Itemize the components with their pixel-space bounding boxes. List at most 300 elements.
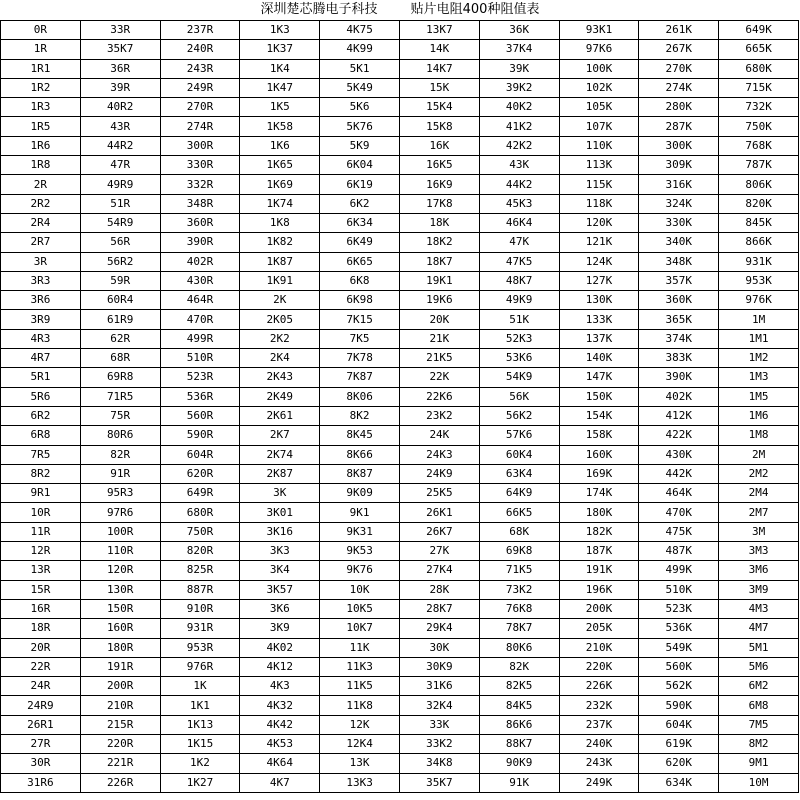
table-row — [1, 561, 799, 580]
resistor-value-cell: 10K — [320, 580, 400, 599]
resistor-value-cell: 487K — [639, 542, 719, 561]
resistor-value-cell: 26R1 — [1, 715, 81, 734]
resistor-value-cell: 36R — [80, 59, 160, 78]
resistor-value-cell: 14K — [399, 40, 479, 59]
resistor-value-cell: 464R — [160, 291, 240, 310]
resistor-value-cell: 8K66 — [320, 445, 400, 464]
resistor-value-cell: 3K16 — [240, 522, 320, 541]
resistor-value-cell: 27K — [399, 542, 479, 561]
resistor-value-cell: 15K4 — [399, 98, 479, 117]
resistor-value-cell: 1K — [160, 677, 240, 696]
resistor-value-cell: 130R — [80, 580, 160, 599]
resistor-value-cell: 976K — [719, 291, 799, 310]
resistor-value-cell: 390R — [160, 233, 240, 252]
resistor-value-cell: 374K — [639, 329, 719, 348]
resistor-value-cell: 37K4 — [479, 40, 559, 59]
resistor-value-cell: 82K — [479, 657, 559, 676]
resistor-value-cell: 6R8 — [1, 426, 81, 445]
resistor-value-cell: 33R — [80, 21, 160, 40]
resistor-value-cell: 182K — [559, 522, 639, 541]
resistor-value-cell: 30R — [1, 754, 81, 773]
resistor-value-cell: 6K49 — [320, 233, 400, 252]
resistor-value-cell: 1M5 — [719, 387, 799, 406]
resistor-value-cell: 2K2 — [240, 329, 320, 348]
resistor-value-cell: 13K3 — [320, 773, 400, 792]
resistor-value-cell: 220R — [80, 734, 160, 753]
table-row — [1, 310, 799, 329]
resistor-value-cell: 11K3 — [320, 657, 400, 676]
resistor-value-cell: 210K — [559, 638, 639, 657]
resistor-value-cell: 24K3 — [399, 445, 479, 464]
resistor-value-cell: 1K13 — [160, 715, 240, 734]
resistor-value-cell: 124K — [559, 252, 639, 271]
resistor-value-cell: 604K — [639, 715, 719, 734]
resistor-value-cell: 18R — [1, 619, 81, 638]
table-row — [1, 522, 799, 541]
resistor-value-cell: 44K2 — [479, 175, 559, 194]
resistor-value-cell: 200R — [80, 677, 160, 696]
resistor-value-cell: 9K76 — [320, 561, 400, 580]
resistor-value-cell: 6R2 — [1, 406, 81, 425]
resistor-value-cell: 243K — [559, 754, 639, 773]
resistor-value-cell: 1R6 — [1, 136, 81, 155]
resistor-value-cell: 620K — [639, 754, 719, 773]
resistor-value-cell: 402K — [639, 387, 719, 406]
resistor-value-cell: 3K3 — [240, 542, 320, 561]
resistor-value-cell: 59R — [80, 271, 160, 290]
resistor-value-cell: 3M3 — [719, 542, 799, 561]
resistor-value-cell: 20R — [1, 638, 81, 657]
resistor-value-cell: 348K — [639, 252, 719, 271]
resistor-value-cell: 28K7 — [399, 599, 479, 618]
resistor-value-cell: 6K04 — [320, 156, 400, 175]
resistor-value-cell: 15K — [399, 78, 479, 97]
resistor-value-cell: 1K4 — [240, 59, 320, 78]
resistor-value-cell: 1K74 — [240, 194, 320, 213]
resistor-value-cell: 24R9 — [1, 696, 81, 715]
table-row — [1, 734, 799, 753]
resistor-value-cell: 1K91 — [240, 271, 320, 290]
resistor-value-cell: 3K9 — [240, 619, 320, 638]
resistor-value-cell: 1R5 — [1, 117, 81, 136]
resistor-value-cell: 560R — [160, 406, 240, 425]
resistor-value-cell: 62R — [80, 329, 160, 348]
resistor-value-cell: 237K — [559, 715, 639, 734]
resistor-value-cell: 8K45 — [320, 426, 400, 445]
resistor-value-cell: 4K42 — [240, 715, 320, 734]
resistor-value-cell: 105K — [559, 98, 639, 117]
resistor-value-cell: 1K5 — [240, 98, 320, 117]
resistor-value-cell: 22R — [1, 657, 81, 676]
table-row — [1, 175, 799, 194]
resistor-value-cell: 64K9 — [479, 484, 559, 503]
resistor-value-cell: 3M9 — [719, 580, 799, 599]
resistor-value-cell: 5R6 — [1, 387, 81, 406]
resistor-value-cell: 11R — [1, 522, 81, 541]
resistor-value-cell: 3R — [1, 252, 81, 271]
resistor-value-cell: 3K57 — [240, 580, 320, 599]
resistor-value-cell: 249K — [559, 773, 639, 792]
resistor-value-cell: 1K2 — [160, 754, 240, 773]
resistor-value-cell: 30K9 — [399, 657, 479, 676]
resistor-value-cell: 680R — [160, 503, 240, 522]
resistor-value-cell: 4K64 — [240, 754, 320, 773]
resistor-value-cell: 1K82 — [240, 233, 320, 252]
resistor-value-cell: 649K — [719, 21, 799, 40]
resistor-value-cell: 34K8 — [399, 754, 479, 773]
resistor-value-cell: 1R — [1, 40, 81, 59]
resistor-value-cell: 22K6 — [399, 387, 479, 406]
resistor-value-cell: 11K5 — [320, 677, 400, 696]
table-row — [1, 271, 799, 290]
resistor-value-cell: 4R3 — [1, 329, 81, 348]
table-row — [1, 619, 799, 638]
resistor-value-cell: 470R — [160, 310, 240, 329]
resistor-value-cell: 422K — [639, 426, 719, 445]
resistor-value-cell: 4K12 — [240, 657, 320, 676]
resistor-value-cell: 68K — [479, 522, 559, 541]
resistor-value-cell: 118K — [559, 194, 639, 213]
resistor-value-cell: 590R — [160, 426, 240, 445]
table-row — [1, 406, 799, 425]
resistor-value-cell: 12K4 — [320, 734, 400, 753]
resistor-value-cell: 180R — [80, 638, 160, 657]
resistor-value-cell: 63K4 — [479, 464, 559, 483]
resistor-value-cell: 19K1 — [399, 271, 479, 290]
resistor-value-cell: 71R5 — [80, 387, 160, 406]
resistor-value-cell: 750R — [160, 522, 240, 541]
resistor-value-cell: 1R1 — [1, 59, 81, 78]
resistor-value-cell: 316K — [639, 175, 719, 194]
resistor-value-cell: 91R — [80, 464, 160, 483]
resistor-value-cell: 41K2 — [479, 117, 559, 136]
resistor-value-cell: 20K — [399, 310, 479, 329]
resistor-value-cell: 4K32 — [240, 696, 320, 715]
resistor-value-cell: 107K — [559, 117, 639, 136]
resistor-value-cell: 5K76 — [320, 117, 400, 136]
resistor-value-cell: 953K — [719, 271, 799, 290]
resistor-value-cell: 4M3 — [719, 599, 799, 618]
resistor-value-cell: 15R — [1, 580, 81, 599]
resistor-value-cell: 48K7 — [479, 271, 559, 290]
resistor-value-cell: 1K3 — [240, 21, 320, 40]
resistor-value-cell: 9K1 — [320, 503, 400, 522]
resistor-value-cell: 8K2 — [320, 406, 400, 425]
resistor-value-cell: 15K8 — [399, 117, 479, 136]
resistor-value-cell: 560K — [639, 657, 719, 676]
resistor-value-cell: 31K6 — [399, 677, 479, 696]
resistor-value-cell: 5K6 — [320, 98, 400, 117]
resistor-value-cell: 590K — [639, 696, 719, 715]
resistor-value-cell: 11K8 — [320, 696, 400, 715]
resistor-value-cell: 383K — [639, 349, 719, 368]
resistor-value-cell: 97R6 — [80, 503, 160, 522]
resistor-value-cell: 6K65 — [320, 252, 400, 271]
resistor-value-cell: 127K — [559, 271, 639, 290]
page-title — [0, 0, 800, 20]
resistor-value-cell: 26K7 — [399, 522, 479, 541]
resistor-value-cell: 649R — [160, 484, 240, 503]
resistor-value-cell: 820R — [160, 542, 240, 561]
resistor-value-cell: 14K7 — [399, 59, 479, 78]
resistor-value-cell: 1M8 — [719, 426, 799, 445]
resistor-value-cell: 147K — [559, 368, 639, 387]
table-row — [1, 98, 799, 117]
resistor-value-cell: 267K — [639, 40, 719, 59]
resistor-value-cell: 357K — [639, 271, 719, 290]
resistor-value-cell: 39R — [80, 78, 160, 97]
resistor-value-cell: 2K — [240, 291, 320, 310]
resistor-value-cell: 19K6 — [399, 291, 479, 310]
resistor-value-cell: 16K5 — [399, 156, 479, 175]
resistor-value-cell: 18K — [399, 213, 479, 232]
resistor-value-cell: 60R4 — [80, 291, 160, 310]
resistor-value-cell: 768K — [719, 136, 799, 155]
resistor-value-cell: 3M6 — [719, 561, 799, 580]
resistor-value-cell: 270R — [160, 98, 240, 117]
resistor-value-cell: 42K2 — [479, 136, 559, 155]
resistor-value-cell: 360R — [160, 213, 240, 232]
table-row — [1, 349, 799, 368]
resistor-value-cell: 180K — [559, 503, 639, 522]
resistor-value-cell: 680K — [719, 59, 799, 78]
resistor-value-cell: 7K87 — [320, 368, 400, 387]
resistor-value-cell: 402R — [160, 252, 240, 271]
resistor-value-cell: 274R — [160, 117, 240, 136]
resistor-value-cell: 110K — [559, 136, 639, 155]
resistor-value-cell: 1K65 — [240, 156, 320, 175]
resistor-value-cell: 220K — [559, 657, 639, 676]
resistor-value-cell: 7M5 — [719, 715, 799, 734]
resistor-value-cell: 6K19 — [320, 175, 400, 194]
table-row — [1, 503, 799, 522]
resistor-value-cell: 510R — [160, 349, 240, 368]
resistor-value-cell: 6K8 — [320, 271, 400, 290]
resistor-value-cell: 12R — [1, 542, 81, 561]
resistor-value-cell: 35K7 — [80, 40, 160, 59]
resistor-value-cell: 549K — [639, 638, 719, 657]
resistor-value-cell: 620R — [160, 464, 240, 483]
resistor-value-cell: 2R2 — [1, 194, 81, 213]
resistor-value-cell: 28K — [399, 580, 479, 599]
resistor-value-cell: 6M2 — [719, 677, 799, 696]
resistor-value-cell: 1R3 — [1, 98, 81, 117]
resistor-value-cell: 10R — [1, 503, 81, 522]
resistor-value-cell: 32K4 — [399, 696, 479, 715]
resistor-value-cell: 1M2 — [719, 349, 799, 368]
resistor-value-cell: 1K1 — [160, 696, 240, 715]
resistor-value-cell: 191R — [80, 657, 160, 676]
resistor-value-cell: 68R — [80, 349, 160, 368]
resistor-value-cell: 7K15 — [320, 310, 400, 329]
resistor-value-cell: 75R — [80, 406, 160, 425]
resistor-value-cell: 18K7 — [399, 252, 479, 271]
resistor-value-cell: 10K7 — [320, 619, 400, 638]
resistor-value-cell: 2M — [719, 445, 799, 464]
resistor-value-cell: 536R — [160, 387, 240, 406]
resistor-value-cell: 9K09 — [320, 484, 400, 503]
resistor-value-cell: 787K — [719, 156, 799, 175]
resistor-value-cell: 24K — [399, 426, 479, 445]
resistor-value-cell: 27K4 — [399, 561, 479, 580]
table-row — [1, 59, 799, 78]
resistor-value-cell: 93K1 — [559, 21, 639, 40]
table-row — [1, 291, 799, 310]
table-row — [1, 580, 799, 599]
resistor-value-cell: 7K5 — [320, 329, 400, 348]
resistor-value-cell: 26K1 — [399, 503, 479, 522]
resistor-value-cell: 3K4 — [240, 561, 320, 580]
resistor-value-cell: 100K — [559, 59, 639, 78]
resistor-value-cell: 95R3 — [80, 484, 160, 503]
resistor-value-cell: 44R2 — [80, 136, 160, 155]
resistor-value-cell: 2R — [1, 175, 81, 194]
resistor-value-cell: 69R8 — [80, 368, 160, 387]
resistor-value-cell: 8K06 — [320, 387, 400, 406]
resistor-value-cell: 4M7 — [719, 619, 799, 638]
table-row — [1, 484, 799, 503]
resistor-value-cell: 7K78 — [320, 349, 400, 368]
resistor-value-cell: 21K5 — [399, 349, 479, 368]
resistor-value-cell: 237R — [160, 21, 240, 40]
resistor-value-cell: 187K — [559, 542, 639, 561]
resistor-value-cell: 887R — [160, 580, 240, 599]
table-row — [1, 78, 799, 97]
resistor-value-cell: 51K — [479, 310, 559, 329]
resistor-value-cell: 210R — [80, 696, 160, 715]
resistor-value-cell: 1K37 — [240, 40, 320, 59]
table-row — [1, 657, 799, 676]
resistor-value-cell: 2R7 — [1, 233, 81, 252]
table-row — [1, 754, 799, 773]
resistor-value-cell: 226R — [80, 773, 160, 792]
resistor-value-cell: 806K — [719, 175, 799, 194]
resistor-value-cell: 191K — [559, 561, 639, 580]
resistor-value-cell: 2M2 — [719, 464, 799, 483]
resistor-value-cell: 2K74 — [240, 445, 320, 464]
resistor-value-cell: 430K — [639, 445, 719, 464]
resistor-value-cell: 13K7 — [399, 21, 479, 40]
resistor-value-cell: 300K — [639, 136, 719, 155]
resistor-value-cell: 24K9 — [399, 464, 479, 483]
table-row — [1, 21, 799, 40]
resistor-value-cell: 1K58 — [240, 117, 320, 136]
resistor-value-cell: 61R9 — [80, 310, 160, 329]
resistor-value-cell: 604R — [160, 445, 240, 464]
resistor-value-cell: 2K4 — [240, 349, 320, 368]
resistor-value-cell: 1M1 — [719, 329, 799, 348]
table-row — [1, 329, 799, 348]
resistor-value-cell: 5M1 — [719, 638, 799, 657]
resistor-value-cell: 56R2 — [80, 252, 160, 271]
resistor-value-cell: 8K87 — [320, 464, 400, 483]
resistor-value-cell: 442K — [639, 464, 719, 483]
table-row — [1, 715, 799, 734]
table-subject: 贴片电阻400种阻值表 — [410, 2, 540, 17]
resistor-value-cell: 330R — [160, 156, 240, 175]
resistor-value-cell: 953R — [160, 638, 240, 657]
resistor-value-cell: 243R — [160, 59, 240, 78]
table-row — [1, 426, 799, 445]
resistor-value-cell: 7R5 — [1, 445, 81, 464]
resistor-value-cell: 6K34 — [320, 213, 400, 232]
resistor-value-cell: 348R — [160, 194, 240, 213]
resistor-value-cell: 27R — [1, 734, 81, 753]
resistor-value-cell: 390K — [639, 368, 719, 387]
resistor-value-cell: 17K8 — [399, 194, 479, 213]
resistor-value-cell: 133K — [559, 310, 639, 329]
resistor-value-cell: 1K27 — [160, 773, 240, 792]
resistor-value-cell: 3K — [240, 484, 320, 503]
resistor-value-cell: 169K — [559, 464, 639, 483]
resistor-value-cell: 196K — [559, 580, 639, 599]
resistor-value-cell: 51R — [80, 194, 160, 213]
resistor-value-cell: 36K — [479, 21, 559, 40]
resistor-value-cell: 78K7 — [479, 619, 559, 638]
resistor-value-cell: 3M — [719, 522, 799, 541]
resistor-value-cell: 249R — [160, 78, 240, 97]
table-row — [1, 213, 799, 232]
resistor-value-cell: 2R4 — [1, 213, 81, 232]
resistor-value-cell: 510K — [639, 580, 719, 599]
resistor-value-cell: 84K5 — [479, 696, 559, 715]
resistor-value-cell: 270K — [639, 59, 719, 78]
resistor-value-cell: 46K4 — [479, 213, 559, 232]
resistor-value-cell: 52K3 — [479, 329, 559, 348]
resistor-value-cell: 340K — [639, 233, 719, 252]
resistor-value-cell: 464K — [639, 484, 719, 503]
resistor-value-cell: 71K5 — [479, 561, 559, 580]
resistor-value-cell: 60K4 — [479, 445, 559, 464]
resistor-value-cell: 39K — [479, 59, 559, 78]
resistor-value-cell: 2K05 — [240, 310, 320, 329]
resistor-value-cell: 73K2 — [479, 580, 559, 599]
resistor-value-cell: 330K — [639, 213, 719, 232]
resistor-value-cell: 2M7 — [719, 503, 799, 522]
company-name: 深圳楚芯腾电子科技 — [260, 2, 378, 17]
table-row — [1, 387, 799, 406]
resistor-value-cell: 110R — [80, 542, 160, 561]
resistor-value-cell: 12K — [320, 715, 400, 734]
resistor-value-cell: 4K02 — [240, 638, 320, 657]
resistor-value-cell: 6M8 — [719, 696, 799, 715]
resistor-value-cell: 150K — [559, 387, 639, 406]
resistor-value-cell: 25K5 — [399, 484, 479, 503]
resistor-value-cell: 976R — [160, 657, 240, 676]
resistor-value-cell: 54R9 — [80, 213, 160, 232]
resistor-value-cell: 66K5 — [479, 503, 559, 522]
resistor-value-cell: 39K2 — [479, 78, 559, 97]
resistor-value-cell: 11K — [320, 638, 400, 657]
table-row — [1, 773, 799, 792]
resistor-value-cell: 536K — [639, 619, 719, 638]
resistor-value-cell: 332R — [160, 175, 240, 194]
resistor-value-cell: 866K — [719, 233, 799, 252]
resistor-value-cell: 120K — [559, 213, 639, 232]
resistor-value-cell: 2K49 — [240, 387, 320, 406]
resistor-value-cell: 16R — [1, 599, 81, 618]
resistor-value-cell: 2K61 — [240, 406, 320, 425]
resistor-value-cell: 47K5 — [479, 252, 559, 271]
resistor-value-cell: 3K6 — [240, 599, 320, 618]
resistor-value-cell: 3R6 — [1, 291, 81, 310]
resistor-value-cell: 4K53 — [240, 734, 320, 753]
table-row — [1, 599, 799, 618]
resistor-value-cell: 100R — [80, 522, 160, 541]
resistor-value-cell: 931R — [160, 619, 240, 638]
table-row — [1, 136, 799, 155]
resistor-value-cell: 47K — [479, 233, 559, 252]
